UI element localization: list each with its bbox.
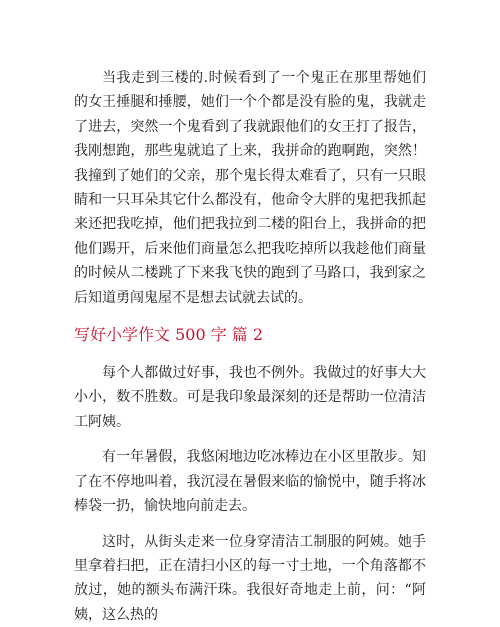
section-heading: 写好小学作文 500 字 篇 2 — [74, 323, 426, 347]
body-paragraph-3: 这时，从街头走来一位身穿清洁工制服的阿姨。她手里拿着扫把，正在清扫小区的每一寸土地，一个角落都不放过，她的额头布满汗珠。我很好奇地走上前，问：“阿姨，这么热的 — [74, 530, 426, 627]
paragraph-gap — [74, 519, 426, 530]
body-paragraph-2: 有一年暑假，我悠闲地边吃冰棒边在小区里散步。知了在不停地叫着，我沉浸在暑假来临的愉悦中，随手将冰棒袋一扔，愉快地向前走去。 — [74, 445, 426, 518]
story-paragraph: 当我走到三楼的.时候看到了一个鬼正在那里帮她们的女王捶腿和捶腰，她们一个个都是没有脸的鬼，我就走了进去，突然一个鬼看到了我就跟他们的女王打了报告，我刚想跑，那些鬼就追了上来，我拼命的跑啊跑，突然！我撞到了她们的父亲，那个鬼长得太难看了，只有一只眼睛和一只耳朵其它什么都没有，他命令大胖的鬼把我抓起来还把我吃掉，他们把我拉到二楼的阳台上，我拼命的把他们踢开，后来他们商量怎么把我吃掉所以我趁他们商量的时候从二楼跳了下来我飞快的跑到了马路口，我到家之后知道勇闯鬼屋不是想去试就去试的。 — [74, 66, 426, 310]
document-page — [74, 66, 426, 627]
body-paragraph-1: 每个人都做过好事，我也不例外。我做过的好事大大小小，数不胜数。可是我印象最深刻的还是帮助一位清洁工阿姨。 — [74, 361, 426, 434]
paragraph-gap — [74, 434, 426, 445]
